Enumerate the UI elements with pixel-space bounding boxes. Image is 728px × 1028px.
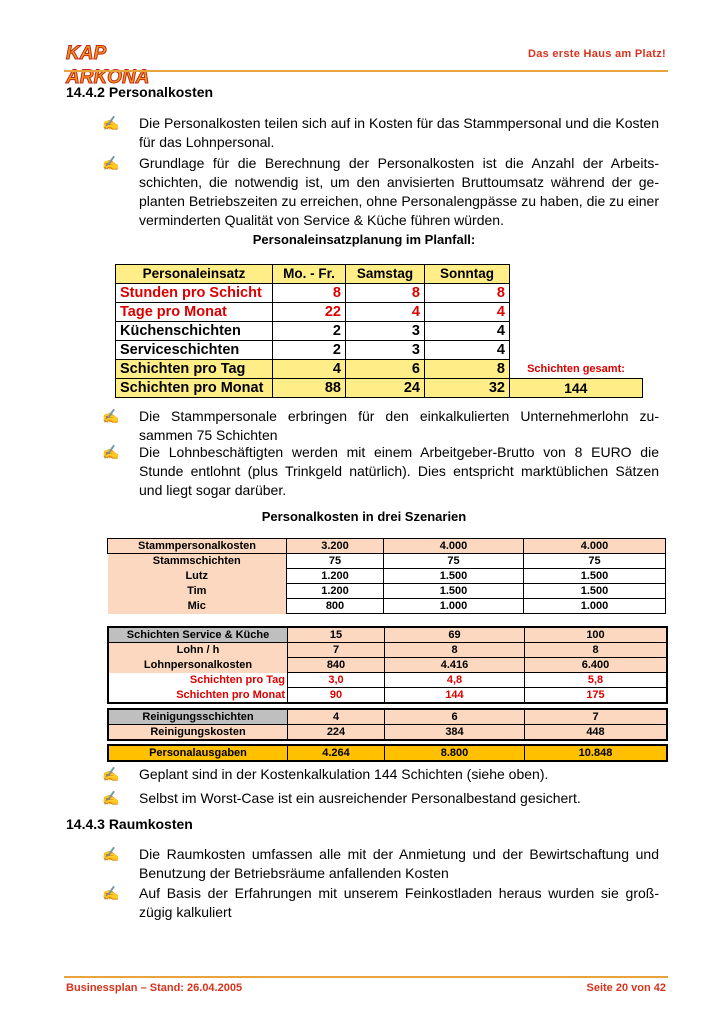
table-row bbox=[108, 539, 666, 554]
cell: 4.000 bbox=[524, 539, 666, 554]
cell: 1.000 bbox=[524, 599, 666, 614]
paragraph: Die Lohnbeschäftigten werden mit einem Arbeitgeber-Brutto von 8 EURO die Stunde entlohnt (plus Trinkgeld natürlich). Dies entspricht marktüblichen Sätzen und liegt sogar darüber. bbox=[139, 444, 659, 498]
table-row bbox=[108, 709, 667, 725]
row-label: Stunden pro Schicht bbox=[116, 284, 273, 303]
table-header: Samstag bbox=[346, 265, 425, 284]
table-title-personaleinsatz: Personaleinsatzplanung im Planfall: bbox=[252, 232, 476, 247]
cell: 8 bbox=[346, 284, 425, 303]
cell: 1.500 bbox=[524, 569, 666, 584]
personalausgaben-table bbox=[107, 744, 668, 762]
cell: 15 bbox=[288, 627, 385, 643]
row-label: Tage pro Monat bbox=[116, 303, 273, 322]
cell: 6.400 bbox=[525, 658, 668, 673]
table-title-szenarien: Personalkosten in drei Szenarien bbox=[261, 509, 467, 524]
company-logo: KAP ARKONA bbox=[66, 43, 150, 88]
cell: 2 bbox=[273, 322, 346, 341]
cell: 22 bbox=[273, 303, 346, 322]
total-label: Schichten gesamt: bbox=[527, 362, 625, 375]
lohnpersonal-table bbox=[107, 626, 668, 704]
table-row bbox=[108, 643, 667, 658]
cell: 8 bbox=[525, 643, 668, 658]
cell: 8 bbox=[425, 360, 510, 379]
row-label: Lohn / h bbox=[108, 643, 288, 658]
cell: 448 bbox=[525, 725, 668, 741]
cell: 75 bbox=[384, 554, 524, 569]
table-header: Personaleinsatz bbox=[116, 265, 273, 284]
personaleinsatz-table bbox=[115, 264, 643, 398]
total-value: 144 bbox=[510, 379, 643, 398]
cell: 2 bbox=[273, 341, 346, 360]
table-row bbox=[116, 303, 643, 322]
table-row bbox=[108, 745, 667, 761]
cell: 8 bbox=[385, 643, 525, 658]
cell: 32 bbox=[425, 379, 510, 398]
row-label: Serviceschichten bbox=[116, 341, 273, 360]
paragraph: Die Raumkosten umfassen alle mit der Anmietung und der Bewirtschaftung und Benutzung der Betriebsräume anfallenden Kosten bbox=[139, 846, 659, 881]
cell: 3,0 bbox=[288, 673, 385, 688]
cell: 800 bbox=[287, 599, 384, 614]
row-label: Mic bbox=[108, 599, 287, 614]
table-row bbox=[116, 284, 643, 303]
cell: 7 bbox=[288, 643, 385, 658]
cell: 1.500 bbox=[524, 584, 666, 599]
stammpersonal-table bbox=[107, 538, 666, 614]
row-label: Schichten pro Monat bbox=[176, 688, 285, 701]
cell: 88 bbox=[273, 379, 346, 398]
header-tagline: Das erste Haus am Platz! bbox=[527, 48, 666, 60]
pencil-bullet-icon: ✍ bbox=[102, 766, 120, 782]
cell: 4 bbox=[288, 709, 385, 725]
row-label: Lutz bbox=[108, 569, 287, 584]
header-divider bbox=[64, 70, 668, 72]
table-row bbox=[108, 673, 667, 688]
cell: 224 bbox=[288, 725, 385, 741]
table-header: Mo. - Fr. bbox=[273, 265, 346, 284]
footer-left: Businessplan – Stand: 26.04.2005 bbox=[66, 982, 243, 994]
cell: 6 bbox=[346, 360, 425, 379]
row-label: Stammschichten bbox=[108, 554, 287, 569]
row-label: Schichten pro Tag bbox=[189, 674, 285, 686]
row-label: Schichten pro Monat bbox=[116, 379, 273, 398]
table-row bbox=[116, 322, 643, 341]
pencil-bullet-icon: ✍ bbox=[102, 155, 120, 171]
cell: 840 bbox=[288, 658, 385, 673]
table-row bbox=[108, 569, 666, 584]
cell: 1.200 bbox=[287, 584, 384, 599]
paragraph: Selbst im Worst-Case ist ein ausreichender Personalbestand gesichert. bbox=[139, 790, 581, 806]
cell: 1.200 bbox=[287, 569, 384, 584]
table-row bbox=[108, 584, 666, 599]
row-label: Personalausgaben bbox=[108, 745, 288, 761]
cell: 8 bbox=[425, 284, 510, 303]
row-label: Reinigungsschichten bbox=[108, 709, 288, 725]
cell: 3.200 bbox=[287, 539, 384, 554]
cell: 4.416 bbox=[385, 658, 525, 673]
table-row bbox=[108, 688, 667, 704]
cell: 6 bbox=[385, 709, 525, 725]
table-row bbox=[108, 627, 667, 643]
cell: 69 bbox=[385, 627, 525, 643]
table-header: Sonntag bbox=[425, 265, 510, 284]
footer-divider bbox=[64, 976, 668, 978]
row-label: Reinigungskosten bbox=[108, 725, 288, 741]
cell: 4,8 bbox=[385, 673, 525, 688]
paragraph: Geplant sind in der Kostenkalkulation 144 Schichten (siehe oben). bbox=[139, 766, 549, 782]
pencil-bullet-icon: ✍ bbox=[102, 115, 120, 131]
pencil-bullet-icon: ✍ bbox=[102, 408, 120, 424]
cell: 24 bbox=[346, 379, 425, 398]
row-label: Tim bbox=[108, 584, 287, 599]
row-label: Stammpersonalkosten bbox=[108, 539, 287, 554]
cell: 8 bbox=[273, 284, 346, 303]
table-row bbox=[116, 379, 643, 398]
table-row bbox=[108, 725, 667, 741]
cell: 5,8 bbox=[525, 673, 668, 688]
row-label: Lohnpersonalkosten bbox=[108, 658, 288, 673]
table-row bbox=[116, 360, 643, 379]
cell: 144 bbox=[385, 688, 525, 704]
cell: 90 bbox=[288, 688, 385, 704]
paragraph: Grundlage für die Berechnung der Personalkosten ist die Anzahl der Arbeits-schichten, die notwendig ist, um den anvisierten Bruttoumsatz während der ge-planten Betriebszeiten zu erreichen, ohne Personalengpässe zu haben, die zu einer verminderten Qualität von Service & Küche führen würden. bbox=[139, 155, 659, 228]
table-row bbox=[116, 341, 643, 360]
table-row bbox=[108, 658, 667, 673]
cell: 100 bbox=[525, 627, 668, 643]
cell: 10.848 bbox=[525, 745, 668, 761]
pencil-bullet-icon: ✍ bbox=[102, 790, 120, 806]
cell: 384 bbox=[385, 725, 525, 741]
cell: 75 bbox=[524, 554, 666, 569]
pencil-bullet-icon: ✍ bbox=[102, 885, 120, 901]
table-row bbox=[108, 599, 666, 614]
section-title-personalkosten: 14.4.2 Personalkosten bbox=[66, 84, 214, 100]
paragraph: Auf Basis der Erfahrungen mit unserem Feinkostladen heraus wurden sie groß-zügig kalkuliert bbox=[139, 885, 659, 920]
reinigung-table bbox=[107, 708, 668, 741]
cell: 1.500 bbox=[384, 584, 524, 599]
cell: 4.000 bbox=[384, 539, 524, 554]
page-number: Seite 20 von 42 bbox=[586, 982, 666, 994]
cell: 4 bbox=[425, 303, 510, 322]
cell: 3 bbox=[346, 341, 425, 360]
cell: 4 bbox=[346, 303, 425, 322]
cell: 175 bbox=[525, 688, 668, 704]
section-title-raumkosten: 14.4.3 Raumkosten bbox=[66, 816, 193, 832]
row-label: Küchenschichten bbox=[116, 322, 273, 341]
cell: 4 bbox=[425, 341, 510, 360]
cell: 1.500 bbox=[384, 569, 524, 584]
paragraph: Die Personalkosten teilen sich auf in Kosten für das Stammpersonal und die Kosten für das Lohnpersonal. bbox=[139, 115, 659, 150]
cell: 7 bbox=[525, 709, 668, 725]
cell: 3 bbox=[346, 322, 425, 341]
pencil-bullet-icon: ✍ bbox=[102, 444, 120, 460]
cell: 4 bbox=[273, 360, 346, 379]
cell: 8.800 bbox=[385, 745, 525, 761]
paragraph: Die Stammpersonale erbringen für den einkalkulierten Unternehmerlohn zu-sammen 75 Schichten bbox=[139, 408, 659, 443]
cell: 75 bbox=[287, 554, 384, 569]
row-label: Schichten Service & Küche bbox=[108, 627, 288, 643]
cell: 1.000 bbox=[384, 599, 524, 614]
row-label: Schichten pro Tag bbox=[116, 360, 273, 379]
table-row bbox=[108, 554, 666, 569]
pencil-bullet-icon: ✍ bbox=[102, 846, 120, 862]
cell: 4.264 bbox=[288, 745, 385, 761]
cell: 4 bbox=[425, 322, 510, 341]
